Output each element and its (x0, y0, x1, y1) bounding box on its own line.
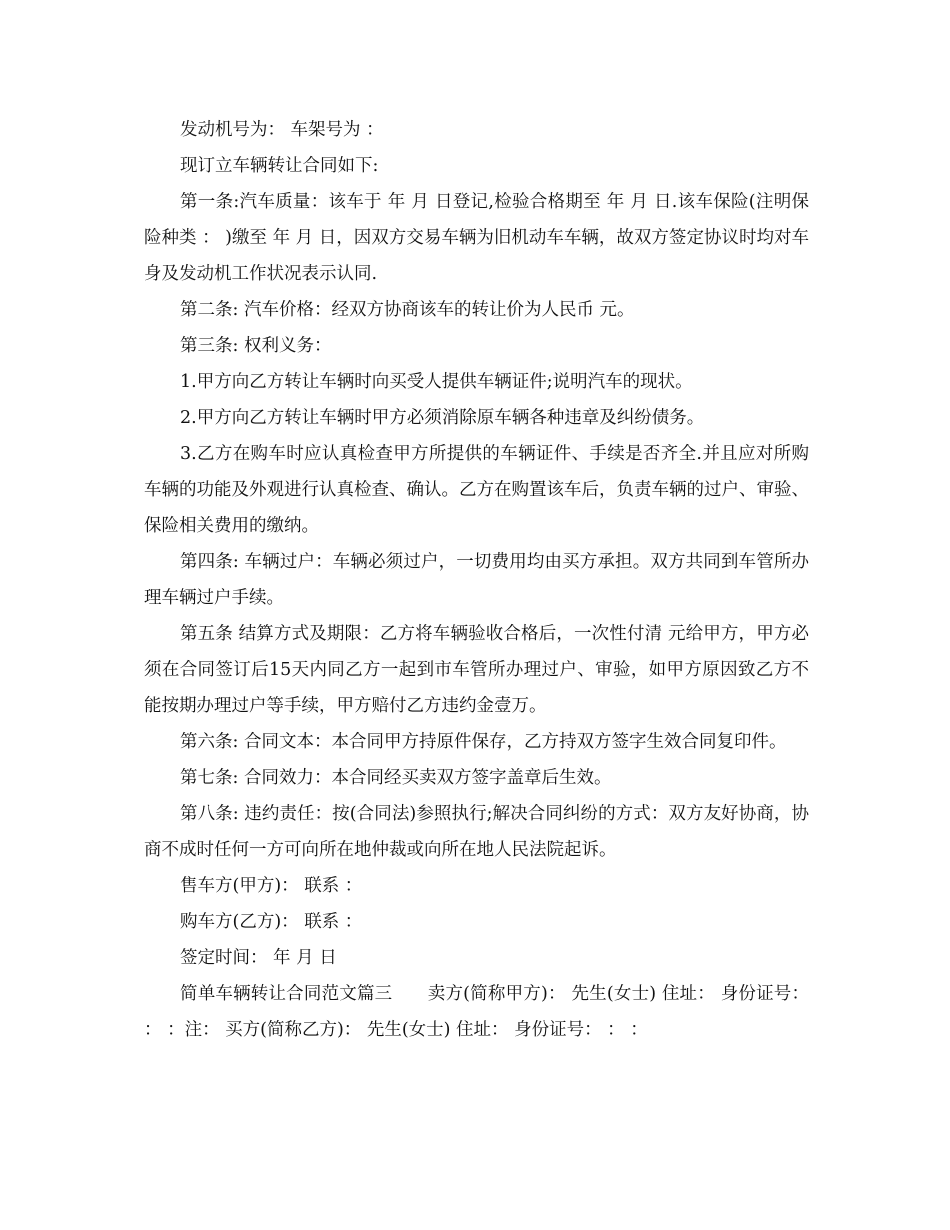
paragraph-template-3: 简单车辆转让合同范文篇三 卖方(简称甲方)： 先生(女士) 住址： 身份证号： ： ：注： 买方(简称乙方)： 先生(女士) 住址： 身份证号： ： ： (144, 984, 809, 1040)
paragraph-article-3-item-3: 3.乙方在购车时应认真检查甲方所提供的车辆证件、手续是否齐全.并且应对所购车辆的功能及外观进行认真检查、确认。乙方在购置该车后，负责车辆的过户、审验、保险相关费用的缴纳。 (144, 444, 809, 536)
paragraph-article-7: 第七条: 合同效力：本合同经买卖双方签字盖章后生效。 (180, 768, 612, 788)
paragraph-sign-date: 签定时间： 年 月 日 (180, 948, 337, 968)
paragraph-buyer: 购车方(乙方)： 联系 ： (180, 912, 363, 932)
contract-body (144, 112, 809, 1048)
paragraph-article-3-item-1: 1.甲方向乙方转让车辆时向买受人提供车辆证件;说明汽车的现状。 (180, 372, 693, 392)
paragraph-article-5: 第五条 结算方式及期限：乙方将车辆验收合格后，一次性付清 元给甲方，甲方必须在合同签订后15天内同乙方一起到市车管所办理过户、审验，如甲方原因致乙方不能按期办理过户等手续，甲方赔付乙方违约金壹万。 (144, 624, 809, 716)
paragraph-article-2: 第二条: 汽车价格：经双方协商该车的转让价为人民币 元。 (180, 300, 635, 320)
paragraph-article-1: 第一条:汽车质量：该车于 年 月 日登记,检验合格期至 年 月 日.该车保险(注明保险种类 ： )缴至 年 月 日，因双方交易车辆为旧机动车车辆，故双方签定协议时均对车身及发动机工作状况表示认同. (144, 192, 809, 284)
paragraph-article-3: 第三条: 权利义务： (180, 336, 332, 356)
paragraph-article-3-item-2: 2.甲方向乙方转让车辆时甲方必须消除原车辆各种违章及纠纷债务。 (180, 408, 705, 428)
paragraph-intro: 现订立车辆转让合同如下: (180, 156, 379, 176)
paragraph-engine-frame-number: 发动机号为： 车架号为 ： (180, 120, 384, 140)
paragraph-seller: 售车方(甲方)： 联系 ： (180, 876, 363, 896)
paragraph-article-4: 第四条: 车辆过户：车辆必须过户，一切费用均由买方承担。双方共同到车管所办理车辆过户手续。 (144, 552, 809, 608)
paragraph-article-6: 第六条: 合同文本：本合同甲方持原件保存，乙方持双方签字生效合同复印件。 (180, 732, 787, 752)
paragraph-article-8: 第八条: 违约责任：按(合同法)参照执行;解决合同纠纷的方式：双方友好协商，协商不成时任何一方可向所在地仲裁或向所在地人民法院起诉。 (144, 804, 809, 860)
